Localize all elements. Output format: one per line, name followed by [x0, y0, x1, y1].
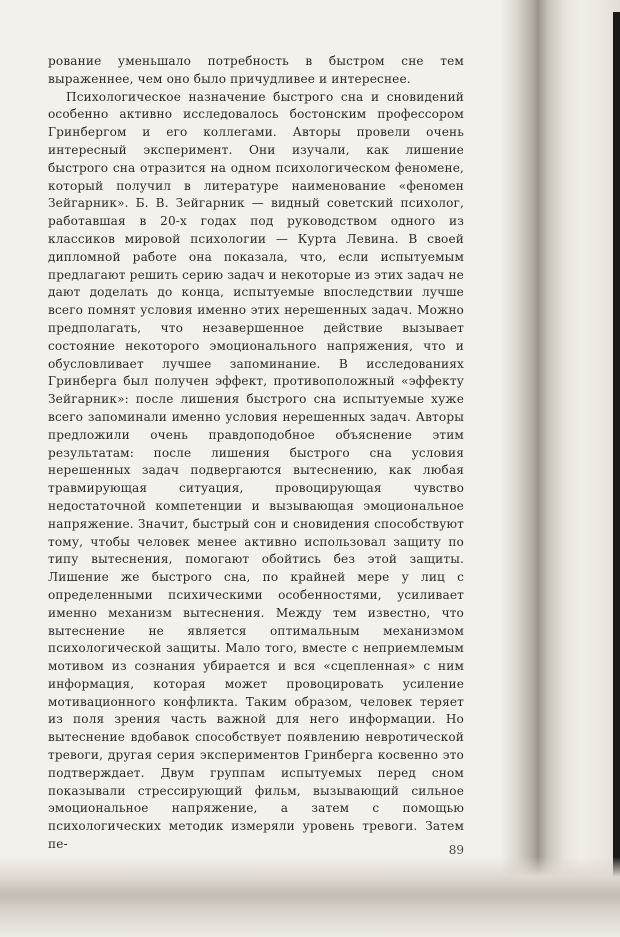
paragraph-main: Психологическое назначение быстрого сна и сновидений особенно активно исследовалось бостонским профессором Гринбергом и его коллегами. Авторы провели очень интересный эксперимент. Они изучали, как лишение быстрого сна отразится на одном психологическом феномене, который получил в литературе наименование «феномен Зейгарник». Б. В. Зейгарник — видный советский психолог, работавшая в 20-х годах под руководством одного из классиков мировой психологии — Курта Левина. В своей дипломной работе она показала, что, если испытуемым предлагают решить серию задач и некоторые из этих задач не дают доделать до конца, испытуемые впоследствии лучше всего помнят условия именно этих нерешенных задач. Можно предполагать, что незавершенное действие вызывает состояние некоторого эмоционального напряжения, что и обусловливает лучшее запоминание. В исследованиях Гринберга был получен эффект, противоположный «эффекту Зейгарник»: после лишения быстрого сна испытуемые хуже всего запоминали именно условия нерешенных задач. Авторы предложили очень правдоподобное объяснение этим результатам: после лишения быстрого сна условия нерешенных задач подвергаются вытеснению, как любая травмирующая ситуация, провоцирующая чувство недостаточной компетенции и вызывающая эмоциональное напряжение. Значит, быстрый сон и сновидения способствуют тому, чтобы человек менее активно использовал защиту по типу вытеснения, помогают обойтись без этой защиты. Лишение же быстрого сна, по крайней мере у лиц с определенными психическими особенностями, усиливает именно механизм вытеснения. Между тем известно, что вытеснение не является оптимальным механизмом психологической защиты. Мало того, вместе с неприемлемым мотивом из сознания убирается и вся «сцепленная» с ним информация, которая может провоцировать усиление мотивационного конфликта. Таким образом, человек теряет из поля зрения часть важной для него информации. Но вытеснение вдобавок способствует появлению невротической тревоги, другая серия экспериментов Гринберга косвенно это подтверждает. Двум группам испытуемых перед сном показывали стрессирующий фильм, вызывающий сильное эмоциональное напряжение, а затем с помощью психологических методик измеряли уровень тревоги. Затем пе-	[48, 89, 464, 852]
body-text	[48, 53, 464, 854]
paragraph-continuation: рование уменьшало потребность в быстром сне тем выраженнее, чем оно было причудливее и интереснее.	[48, 54, 464, 86]
page-bottom-shadow	[0, 857, 620, 937]
page-content	[48, 53, 464, 863]
page-number: 89	[448, 843, 464, 857]
scan-border	[613, 12, 620, 912]
book-spine-edge	[500, 0, 620, 937]
